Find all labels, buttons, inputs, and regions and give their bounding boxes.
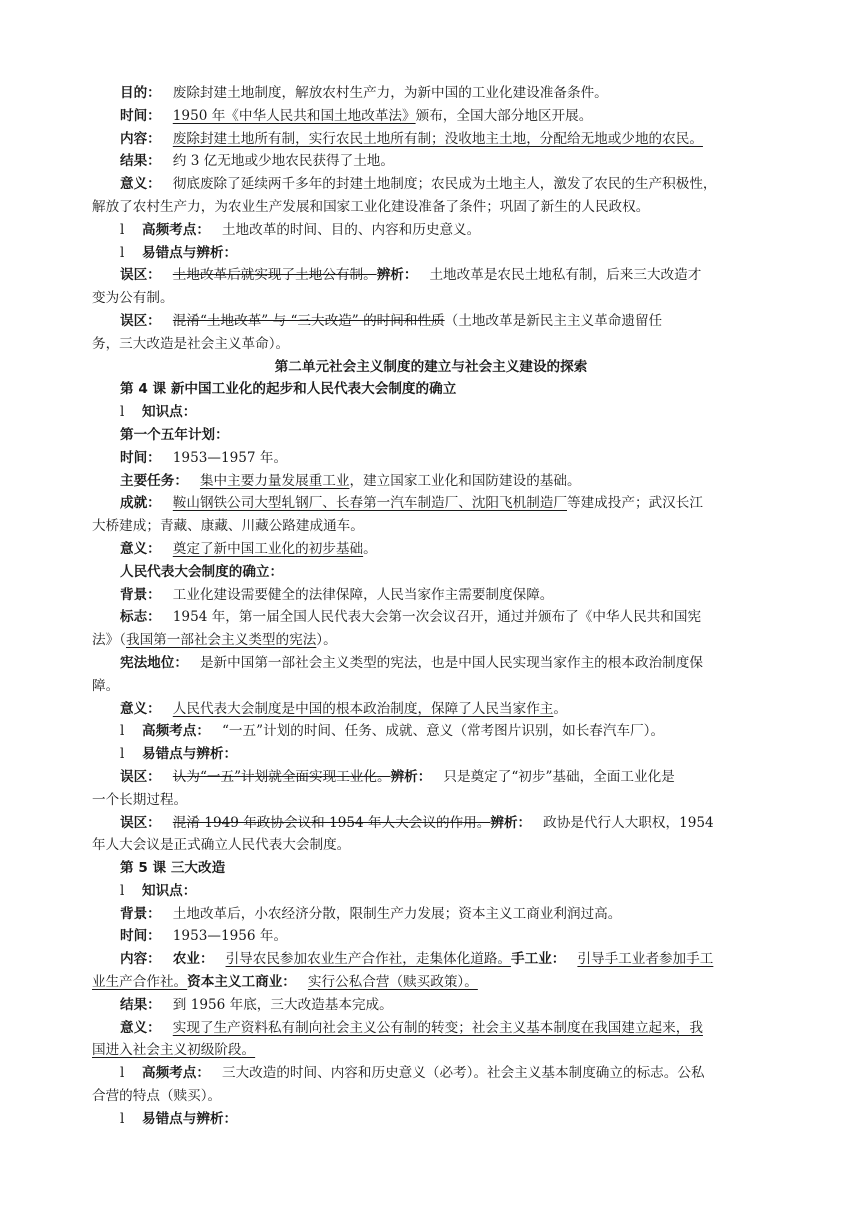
text-line	[92, 720, 770, 743]
field-label: 意义：	[120, 540, 161, 557]
text-line	[92, 1017, 770, 1040]
underlined-text: 奠定了新中国工业化的初步基础	[172, 540, 364, 557]
body-text: ，建立国家工业化和国防建设的基础。	[349, 472, 581, 489]
body-text: 废除封建土地制度，解放农村生产力，为新中国的工业化建设准备条件。	[172, 85, 608, 101]
text-line	[92, 219, 770, 242]
bullet-icon: l	[120, 746, 125, 763]
text-line	[92, 971, 770, 994]
body-text: 法》（	[92, 632, 126, 649]
body-text: 约 3 亿无地或少地农民获得了土地。	[172, 153, 394, 170]
field-label: 背景：	[120, 586, 161, 603]
body-text: 到 1956 年底，三大改造基本完成。	[172, 996, 393, 1013]
field-label: 第一个五年计划：	[120, 426, 229, 443]
body-text: 土地改革是农民土地私有制，后来三大改造才	[429, 267, 702, 284]
underlined-text: 鞍山钢铁公司大型轧钢厂、长春第一汽车制造厂、沈阳飞机制造厂	[172, 495, 567, 512]
body-text: 三大改造的时间、内容和历史意义（必考）。社会主义基本制度确立的标志。公私	[221, 1065, 705, 1082]
field-label: 误区：	[120, 267, 161, 284]
underlined-text: 废除封建土地所有制，实行农民土地所有制；没收地主土地，分配给无地或少地的农民。	[172, 130, 703, 147]
misconception-text: 混淆“土地改革” 与 “三大改造” 的时间和性质	[172, 312, 445, 329]
body-text: 1954 年，第一届全国人民代表大会第一次会议召开，通过并颁布了《中华人民共和国宪	[172, 609, 702, 626]
text-line	[92, 287, 770, 310]
text-line	[92, 356, 770, 379]
document-page	[92, 82, 770, 1131]
body-text: 土地改革的时间、目的、内容和历史意义。	[221, 221, 481, 238]
text-line	[92, 128, 770, 151]
bullet-icon: l	[120, 1065, 125, 1082]
text-line	[92, 1085, 770, 1108]
field-label: 知识点：	[142, 882, 197, 899]
field-label: 时间：	[120, 449, 161, 466]
field-label: 宪法地位：	[120, 654, 188, 671]
text-line	[92, 378, 770, 401]
text-line	[92, 470, 770, 493]
field-label: 农业：	[172, 951, 214, 968]
field-label: 意义：	[120, 1019, 161, 1036]
text-line	[92, 994, 770, 1017]
field-label: 易错点与辨析：	[142, 1110, 238, 1127]
underlined-text: 我国第一部社会主义类型的宪法	[125, 632, 317, 649]
text-line	[92, 675, 770, 698]
text-line	[92, 538, 770, 561]
text-line	[92, 698, 770, 721]
text-line	[92, 629, 770, 652]
field-label: 人民代表大会制度的确立：	[120, 563, 284, 580]
field-label: 内容：	[120, 951, 161, 968]
body-text: 土地改革后，小农经济分散，限制生产力发展；资本主义工商业利润过高。	[172, 905, 622, 922]
body-text: 彻底废除了延续两千多年的封建土地制度；农民成为土地主人，激发了农民的生产积极性，	[172, 176, 717, 193]
field-label: 误区：	[120, 312, 161, 329]
body-text: 大桥建成；青藏、康藏、川藏公路建成通车。	[92, 518, 364, 535]
text-line	[92, 1108, 770, 1131]
text-line	[92, 150, 770, 173]
text-line	[92, 310, 770, 333]
text-line	[92, 264, 770, 287]
body-text: （土地改革是新民主主义革命遗留任	[444, 312, 663, 329]
body-text: 1953—1957 年。	[172, 449, 288, 466]
text-line	[92, 401, 770, 424]
bullet-icon: l	[120, 404, 125, 421]
field-label: 第 4 课 新中国工业化的起步和人民代表大会制度的确立	[120, 381, 457, 398]
text-line	[92, 880, 770, 903]
text-line	[92, 743, 770, 766]
text-line	[92, 105, 770, 128]
field-label: 易错点与辨析：	[142, 746, 238, 763]
underlined-text: 引导农民参加农业生产合作社，走集体化道路。	[225, 951, 512, 968]
text-line	[92, 606, 770, 629]
misconception-text: 土地改革后就实现了土地公有制。	[172, 267, 377, 284]
field-label: 辨析：	[490, 814, 532, 831]
misconception-text: 认为“一五”计划就全面实现工业化。	[172, 768, 391, 785]
body-text: 。	[553, 700, 567, 717]
field-label: 辨析：	[390, 768, 432, 785]
field-label: 成就：	[120, 495, 161, 512]
bullet-icon: l	[120, 221, 125, 238]
body-text: 颁布，全国大部分地区开展。	[415, 107, 593, 124]
body-text: “一五”计划的时间、任务、成就、意义（常考图片识别，如长春汽车厂）。	[221, 723, 665, 740]
text-line	[92, 903, 770, 926]
field-label: 高频考点：	[142, 1065, 210, 1082]
body-text: 合营的特点（赎买）。	[92, 1088, 222, 1105]
underlined-text: 人民代表大会制度是中国的根本政治制度，保障了人民当家作主	[172, 700, 554, 717]
text-line	[92, 948, 770, 971]
text-line	[92, 242, 770, 265]
text-line	[92, 1062, 770, 1085]
field-label: 辨析：	[376, 267, 418, 284]
body-text: 是新中国第一部社会主义类型的宪法，也是中国人民实现当家作主的根本政治制度保	[199, 654, 703, 671]
text-line	[92, 1039, 770, 1062]
field-label: 目的：	[120, 85, 161, 101]
underlined-text: 实现了生产资料私有制向社会主义公有制的转变；社会主义基本制度在我国建立起来，我	[172, 1019, 703, 1036]
field-label: 知识点：	[142, 404, 197, 421]
field-label: 标志：	[120, 609, 161, 626]
field-label: 高频考点：	[142, 723, 210, 740]
field-label: 主要任务：	[120, 472, 188, 489]
field-label: 意义：	[120, 176, 161, 193]
body-text: 政协是代行人大职权，1954	[543, 814, 714, 831]
bullet-icon: l	[120, 882, 125, 899]
field-label: 第 5 课 三大改造	[120, 860, 226, 877]
field-label: 误区：	[120, 814, 161, 831]
body-text: 变为公有制。	[92, 290, 174, 307]
text-line	[92, 492, 770, 515]
body-text: 年人大会议是正式确立人民代表大会制度。	[92, 837, 351, 854]
unit-heading: 第二单元社会主义制度的建立与社会主义建设的探索	[274, 358, 588, 375]
bullet-icon: l	[120, 244, 125, 261]
field-label: 内容：	[120, 130, 161, 147]
field-label: 时间：	[120, 107, 161, 124]
body-text: 解放了农村生产力，为农业生产发展和国家工业化建设准备了条件；巩固了新生的人民政权。	[92, 198, 650, 215]
underlined-text: 实行公私合营（赎买政策）。	[307, 974, 478, 991]
body-text: 工业化建设需要健全的法律保障，人民当家作主需要制度保障。	[172, 586, 554, 603]
text-line	[92, 333, 770, 356]
text-line	[92, 925, 770, 948]
bullet-icon: l	[120, 1110, 125, 1127]
text-line	[92, 857, 770, 880]
text-line	[92, 447, 770, 470]
text-line	[92, 82, 770, 105]
body-text: 。	[363, 540, 377, 557]
field-label: 误区：	[120, 768, 161, 785]
text-line	[92, 173, 770, 196]
body-text: ）。	[316, 632, 337, 649]
text-line	[92, 789, 770, 812]
body-text: 等建成投产；武汉长江	[567, 495, 703, 512]
field-label: 结果：	[120, 153, 161, 170]
body-text: 只是奠定了“初步”基础，全面工业化是	[443, 768, 675, 785]
body-text: 一个长期过程。	[92, 791, 188, 808]
underlined-text: 国进入社会主义初级阶段。	[92, 1042, 256, 1059]
field-label: 高频考点：	[142, 221, 210, 238]
body-text: 1953—1956 年。	[172, 928, 288, 945]
field-label: 背景：	[120, 905, 161, 922]
misconception-text: 混淆 1949 年政协会议和 1954 年人大会议的作用。	[172, 814, 491, 831]
body-text: 务，三大改造是社会主义革命）。	[92, 335, 290, 352]
body-text: 障。	[92, 677, 120, 694]
underlined-text: 1950 年《中华人民共和国土地改革法》	[172, 107, 416, 124]
field-label: 意义：	[120, 700, 161, 717]
field-label: 资本主义工商业：	[187, 974, 296, 991]
field-label: 手工业：	[511, 951, 566, 968]
text-line	[92, 515, 770, 538]
text-line	[92, 196, 770, 219]
text-line	[92, 766, 770, 789]
field-label: 时间：	[120, 928, 161, 945]
text-line	[92, 812, 770, 835]
underlined-text: 业生产合作社。	[92, 974, 188, 991]
underlined-text: 集中主要力量发展重工业	[199, 472, 350, 489]
field-label: 结果：	[120, 996, 161, 1013]
field-label: 易错点与辨析：	[142, 244, 238, 261]
text-line	[92, 652, 770, 675]
text-line	[92, 424, 770, 447]
underlined-text: 引导手工业者参加手工	[577, 951, 714, 968]
text-line	[92, 834, 770, 857]
bullet-icon: l	[120, 723, 125, 740]
text-line	[92, 584, 770, 607]
text-line	[92, 561, 770, 584]
